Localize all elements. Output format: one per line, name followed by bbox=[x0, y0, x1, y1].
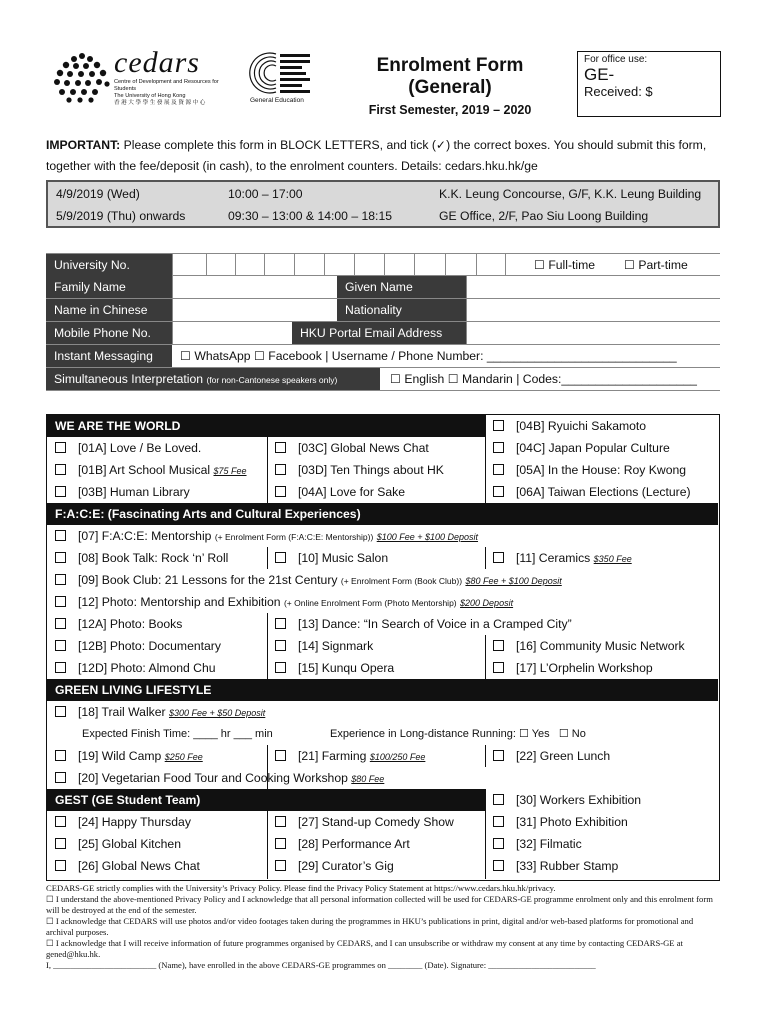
programme-label: [04B] Ryuichi Sakamoto bbox=[516, 419, 647, 433]
programme-06a[interactable] bbox=[493, 481, 691, 503]
office-ge-label: GE- bbox=[584, 65, 615, 84]
programme-label: [33] Rubber Stamp bbox=[516, 859, 619, 873]
title-line-1: Enrolment Form bbox=[376, 55, 524, 76]
programme-label: [16] Community Music Network bbox=[516, 639, 685, 653]
signature-line[interactable]: I, ________________________ (Name), have enrolled in the above CEDARS-GE programmes on ________ (Date). Signature: _________________________ bbox=[46, 960, 596, 970]
programme-label: [03C] Global News Chat bbox=[298, 441, 429, 455]
column-divider bbox=[267, 811, 268, 879]
whatsapp-label: WhatsApp bbox=[194, 349, 251, 363]
interpretation-note: (for non-Cantonese speakers only) bbox=[206, 375, 338, 385]
programme-label: [18] Trail Walker bbox=[78, 705, 166, 719]
programme-label: [27] Stand-up Comedy Show bbox=[298, 815, 454, 829]
fee-label: $80 Fee + $100 Deposit bbox=[465, 576, 562, 586]
interpretation-label bbox=[46, 368, 380, 390]
office-received-label: Received: $ bbox=[584, 84, 653, 99]
given-name-field[interactable] bbox=[466, 276, 720, 298]
fee-label: $350 Fee bbox=[593, 554, 632, 564]
programme-label: [21] Farming bbox=[298, 749, 367, 763]
fee-label: $200 Deposit bbox=[460, 598, 514, 608]
checkbox-icon[interactable] bbox=[55, 618, 66, 629]
programme-label: [03B] Human Library bbox=[78, 485, 190, 499]
part-time-option[interactable] bbox=[624, 254, 688, 276]
programme-32[interactable] bbox=[493, 833, 582, 855]
programme-03b[interactable] bbox=[55, 481, 190, 503]
programme-note: (+ Online Enrolment Form (Photo Mentorship) bbox=[283, 598, 457, 608]
row-names bbox=[46, 276, 720, 299]
university-no-digit[interactable] bbox=[414, 254, 445, 276]
cedars-wordmark: cedars bbox=[114, 46, 200, 79]
programme-18[interactable] bbox=[55, 701, 265, 724]
checkbox-icon[interactable]: ☐ bbox=[558, 728, 569, 740]
programme-12a[interactable] bbox=[55, 613, 182, 635]
programme-label: [01A] Love / Be Loved. bbox=[78, 441, 202, 455]
programme-label: [15] Kunqu Opera bbox=[298, 661, 395, 675]
checkbox-icon[interactable] bbox=[493, 860, 504, 871]
checkbox-icon[interactable]: ☐ bbox=[518, 728, 529, 740]
checkbox-icon[interactable] bbox=[275, 860, 286, 871]
schedule-row bbox=[48, 184, 718, 204]
programme-label: [32] Filmatic bbox=[516, 837, 582, 851]
section-face: F:A:C:E: (Fascinating Arts and Cultural Experiences) bbox=[47, 503, 718, 525]
checkbox-icon[interactable] bbox=[275, 750, 286, 761]
cedars-logo-subtitle bbox=[114, 79, 242, 107]
section-gest: GEST (GE Student Team) bbox=[47, 789, 485, 811]
column-divider bbox=[267, 547, 268, 569]
important-text: Please complete this form in BLOCK LETTERS, and tick (✓) the correct boxes. You should submit this form, together with the fee/deposit (in cash), to the enrolment counters. Details: cedars.hku.hk/ge bbox=[46, 138, 707, 173]
column-divider bbox=[267, 613, 268, 679]
checkbox-icon[interactable] bbox=[275, 816, 286, 827]
checkbox-icon[interactable]: ☐ bbox=[46, 894, 54, 904]
programme-label: [13] Dance: “In Search of Voice in a Cramped City” bbox=[298, 617, 572, 631]
logo-subtitle-1: Centre of Development and Resources for Students bbox=[114, 79, 219, 92]
checkbox-icon[interactable]: ☐ bbox=[253, 349, 265, 363]
chinese-name-label: Name in Chinese bbox=[46, 299, 172, 321]
email-field[interactable] bbox=[466, 322, 720, 344]
row-chinese-nationality bbox=[46, 299, 720, 322]
programme-12d[interactable] bbox=[55, 657, 216, 679]
ge-logo-text: General Education bbox=[250, 97, 304, 104]
form-title bbox=[330, 55, 570, 117]
checkbox-icon[interactable] bbox=[55, 662, 66, 673]
programme-03c[interactable] bbox=[275, 437, 429, 459]
programme-label: [26] Global News Chat bbox=[78, 859, 200, 873]
mobile-field[interactable] bbox=[172, 322, 292, 344]
checkbox-icon[interactable] bbox=[55, 838, 66, 849]
consent-text: I acknowledge that CEDARS will use photos and/or video footages taken during the programmes in HKU’s publications in print, digital and/or web-based platforms for promotional and archival purposes. bbox=[46, 916, 694, 937]
schedule-place: GE Office, 2/F, Pao Siu Loong Building bbox=[439, 209, 649, 223]
programme-05a[interactable] bbox=[493, 459, 686, 481]
column-divider bbox=[485, 635, 486, 679]
privacy-footer bbox=[46, 883, 722, 971]
checkbox-icon[interactable] bbox=[493, 794, 504, 805]
programme-12[interactable] bbox=[55, 591, 513, 614]
schedule-place: K.K. Leung Concourse, G/F, K.K. Leung Building bbox=[439, 187, 702, 201]
schedule-time: 10:00 – 17:00 bbox=[228, 187, 303, 201]
programme-label: [31] Photo Exhibition bbox=[516, 815, 628, 829]
university-no-label: University No. bbox=[46, 254, 172, 276]
programme-08[interactable] bbox=[55, 547, 228, 569]
fee-label: $75 Fee bbox=[213, 466, 247, 476]
nationality-field[interactable] bbox=[466, 299, 720, 321]
logo-subtitle-2: The University of Hong Kong bbox=[114, 93, 186, 99]
programme-07[interactable] bbox=[55, 525, 478, 548]
consent-text: I understand the above-mentioned Privacy Policy and I acknowledge that all personal information collected will be used for CEDARS-GE programme enrolment only and this enrolment form will be destroyed at the end of the semester. bbox=[46, 894, 713, 915]
programme-label: [01B] Art School Musical bbox=[78, 463, 211, 477]
info-consent bbox=[46, 938, 722, 960]
family-name-label: Family Name bbox=[46, 276, 172, 298]
programme-label: [25] Global Kitchen bbox=[78, 837, 181, 851]
programme-label: [20] Vegetarian Food Tour and Cooking Workshop bbox=[78, 771, 348, 785]
checkbox-icon[interactable]: ☐ bbox=[46, 938, 54, 948]
checkbox-icon[interactable]: ☐ bbox=[390, 372, 401, 386]
university-no-digit[interactable] bbox=[476, 254, 506, 276]
consent-text: I acknowledge that I will receive information of future programmes organised by CEDARS, and I can unsubscribe or withdraw my consent at any time by contacting CEDARS-GE at gened@hku.hk. bbox=[46, 938, 683, 959]
programme-label: [03D] Ten Things about HK bbox=[298, 463, 444, 477]
email-label: HKU Portal Email Address bbox=[292, 322, 466, 344]
programme-label: [29] Curator’s Gig bbox=[298, 859, 394, 873]
schedule-date: 5/9/2019 (Thu) onwards bbox=[56, 209, 186, 223]
column-divider bbox=[485, 745, 486, 767]
university-no-digit[interactable] bbox=[172, 254, 206, 276]
title-line-2: (General) bbox=[408, 77, 492, 98]
checkbox-icon[interactable] bbox=[275, 442, 286, 453]
row-university-no bbox=[46, 253, 720, 276]
programme-label: [30] Workers Exhibition bbox=[516, 793, 642, 807]
programme-28[interactable] bbox=[275, 833, 410, 855]
mandarin-label: Mandarin | Codes:____________________ bbox=[462, 372, 697, 386]
nationality-label: Nationality bbox=[337, 299, 466, 321]
programme-17[interactable] bbox=[493, 657, 653, 679]
programme-27[interactable] bbox=[275, 811, 454, 833]
important-notice bbox=[46, 135, 726, 177]
programme-01a[interactable] bbox=[55, 437, 201, 459]
full-time-label: Full-time bbox=[548, 258, 596, 272]
no-label: No bbox=[571, 728, 586, 740]
checkbox-icon[interactable]: ☐ bbox=[534, 258, 545, 272]
privacy-consent bbox=[46, 894, 722, 916]
fee-label: $250 Fee bbox=[164, 752, 203, 762]
programme-label: [22] Green Lunch bbox=[516, 749, 611, 763]
programme-24[interactable] bbox=[55, 811, 191, 833]
important-lead: IMPORTANT: bbox=[46, 138, 121, 152]
running-experience bbox=[330, 723, 586, 745]
programme-16[interactable] bbox=[493, 635, 685, 657]
column-divider bbox=[267, 437, 268, 503]
interpretation-text: Simultaneous Interpretation bbox=[54, 372, 204, 386]
im-options bbox=[180, 345, 677, 367]
university-no-digit[interactable] bbox=[354, 254, 384, 276]
logo-subtitle-3: 香 港 大 學 學 生 發 展 及 資 源 中 心 bbox=[114, 100, 206, 106]
section-green-living: GREEN LIVING LIFESTYLE bbox=[47, 679, 718, 701]
chinese-name-field[interactable] bbox=[172, 299, 337, 321]
office-use-box bbox=[577, 51, 721, 117]
programme-label: [17] L’Orphelin Workshop bbox=[516, 661, 653, 675]
photo-consent bbox=[46, 916, 722, 938]
office-use-label: For office use: bbox=[584, 54, 648, 65]
semester-label: First Semester, 2019 – 2020 bbox=[368, 103, 532, 117]
cedars-logo bbox=[52, 48, 242, 108]
programme-label: [12] Photo: Mentorship and Exhibition bbox=[78, 595, 281, 609]
programme-33[interactable] bbox=[493, 855, 618, 877]
programme-22[interactable] bbox=[493, 745, 610, 767]
row-contact bbox=[46, 322, 720, 345]
section-we-are-the-world: WE ARE THE WORLD bbox=[47, 415, 485, 437]
privacy-statement: CEDARS-GE strictly complies with the University’s Privacy Policy. Please find the Privacy Policy Statement at https://www.cedars.hku.hk/privacy. bbox=[46, 883, 556, 893]
programme-19[interactable] bbox=[55, 745, 203, 768]
checkbox-icon[interactable] bbox=[55, 860, 66, 871]
programme-04c[interactable] bbox=[493, 437, 670, 459]
checkbox-icon[interactable] bbox=[55, 486, 66, 497]
column-divider bbox=[485, 789, 486, 879]
programme-label: [12D] Photo: Almond Chu bbox=[78, 661, 216, 675]
family-name-field[interactable] bbox=[172, 276, 337, 298]
checkbox-icon[interactable] bbox=[55, 706, 66, 717]
checkbox-icon[interactable] bbox=[55, 464, 66, 475]
general-education-logo bbox=[246, 50, 316, 106]
language-options bbox=[390, 368, 697, 390]
column-divider bbox=[485, 547, 486, 569]
programme-table bbox=[46, 414, 720, 881]
given-name-label: Given Name bbox=[337, 276, 466, 298]
programme-label: [05A] In the House: Roy Kwong bbox=[516, 463, 687, 477]
programme-25[interactable] bbox=[55, 833, 181, 855]
checkbox-icon[interactable] bbox=[493, 464, 504, 475]
checkbox-icon[interactable] bbox=[55, 640, 66, 651]
programme-12b[interactable] bbox=[55, 635, 221, 657]
fee-label: $100 Fee + $100 Deposit bbox=[376, 532, 479, 542]
checkbox-icon[interactable] bbox=[55, 442, 66, 453]
checkbox-icon[interactable] bbox=[493, 552, 504, 563]
university-no-digit[interactable] bbox=[384, 254, 414, 276]
checkbox-icon[interactable]: ☐ bbox=[447, 372, 459, 386]
checkbox-icon[interactable] bbox=[275, 838, 286, 849]
checkbox-icon[interactable]: ☐ bbox=[624, 258, 635, 272]
full-time-option[interactable] bbox=[534, 254, 595, 276]
programme-label: [08] Book Talk: Rock ‘n’ Roll bbox=[78, 551, 229, 565]
checkbox-icon[interactable] bbox=[55, 530, 66, 541]
programme-label: [12A] Photo: Books bbox=[78, 617, 183, 631]
programme-note: (+ Enrolment Form (Book Club)) bbox=[340, 576, 463, 586]
checkbox-icon[interactable]: ☐ bbox=[46, 916, 54, 926]
programme-21[interactable] bbox=[275, 745, 425, 768]
checkbox-icon[interactable] bbox=[493, 640, 504, 651]
university-no-digit[interactable] bbox=[324, 254, 354, 276]
university-no-digit[interactable] bbox=[294, 254, 324, 276]
programme-26[interactable] bbox=[55, 855, 200, 877]
enrolment-schedule bbox=[46, 180, 720, 228]
checkbox-icon[interactable] bbox=[275, 662, 286, 673]
programme-31[interactable] bbox=[493, 811, 628, 833]
checkbox-icon[interactable] bbox=[55, 552, 66, 563]
programme-30[interactable] bbox=[493, 789, 641, 811]
programme-label: [04A] Love for Sake bbox=[298, 485, 406, 499]
programme-label: [24] Happy Thursday bbox=[78, 815, 191, 829]
column-divider bbox=[485, 415, 486, 503]
checkbox-icon[interactable] bbox=[275, 640, 286, 651]
programme-20[interactable] bbox=[55, 767, 384, 790]
university-no-digit[interactable] bbox=[235, 254, 264, 276]
english-label: English bbox=[404, 372, 445, 386]
checkbox-icon[interactable] bbox=[55, 596, 66, 607]
programme-label: [10] Music Salon bbox=[298, 551, 389, 565]
university-no-digit[interactable] bbox=[264, 254, 294, 276]
university-no-digit[interactable] bbox=[206, 254, 235, 276]
programme-label: [04C] Japan Popular Culture bbox=[516, 441, 670, 455]
programme-label: [14] Signmark bbox=[298, 639, 374, 653]
programme-label: [11] Ceramics bbox=[516, 551, 591, 565]
programme-note: (+ Enrolment Form (F:A:C:E: Mentorship)) bbox=[214, 532, 374, 542]
university-no-digit[interactable] bbox=[445, 254, 476, 276]
cedars-tree-icon bbox=[52, 50, 112, 106]
row-interpretation bbox=[46, 368, 720, 391]
facebook-label: Facebook | Username / Phone Number: ____________________________ bbox=[268, 349, 677, 363]
programme-label: [12B] Photo: Documentary bbox=[78, 639, 221, 653]
part-time-label: Part-time bbox=[638, 258, 688, 272]
fee-label: $100/250 Fee bbox=[369, 752, 426, 762]
fee-label: $80 Fee bbox=[351, 774, 385, 784]
checkbox-icon[interactable] bbox=[55, 816, 66, 827]
programme-04b[interactable] bbox=[493, 415, 646, 437]
finish-time-field[interactable]: Expected Finish Time: ____ hr ___ min bbox=[82, 728, 273, 740]
schedule-time: 09:30 – 13:00 & 14:00 – 18:15 bbox=[228, 209, 392, 223]
yes-label: Yes bbox=[531, 728, 550, 740]
fee-label: $300 Fee + $50 Deposit bbox=[168, 708, 266, 718]
checkbox-icon[interactable]: ☐ bbox=[180, 349, 191, 363]
programme-01b[interactable] bbox=[55, 459, 247, 482]
checkbox-icon[interactable] bbox=[55, 772, 66, 783]
programme-29[interactable] bbox=[275, 855, 394, 877]
checkbox-icon[interactable] bbox=[55, 750, 66, 761]
schedule-date: 4/9/2019 (Wed) bbox=[56, 187, 140, 201]
schedule-row bbox=[48, 206, 718, 226]
mobile-label: Mobile Phone No. bbox=[46, 322, 172, 344]
checkbox-icon[interactable] bbox=[275, 618, 286, 629]
programme-03d[interactable] bbox=[275, 459, 444, 481]
programme-09[interactable] bbox=[55, 569, 562, 592]
checkbox-icon[interactable] bbox=[493, 420, 504, 431]
row-instant-messaging bbox=[46, 345, 720, 368]
checkbox-icon[interactable] bbox=[275, 464, 286, 475]
checkbox-icon[interactable] bbox=[493, 662, 504, 673]
programme-label: [06A] Taiwan Elections (Lecture) bbox=[516, 485, 691, 499]
checkbox-icon[interactable] bbox=[493, 486, 504, 497]
checkbox-icon[interactable] bbox=[493, 838, 504, 849]
checkbox-icon[interactable] bbox=[493, 442, 504, 453]
checkbox-icon[interactable] bbox=[275, 552, 286, 563]
programme-13[interactable] bbox=[275, 613, 572, 635]
checkbox-icon[interactable] bbox=[55, 574, 66, 585]
programme-label: [09] Book Club: 21 Lessons for the 21st Century bbox=[78, 573, 338, 587]
experience-label: Experience in Long-distance Running: bbox=[330, 728, 516, 740]
checkbox-icon[interactable] bbox=[275, 486, 286, 497]
checkbox-icon[interactable] bbox=[493, 816, 504, 827]
im-label: Instant Messaging bbox=[46, 345, 172, 367]
ge-emblem-icon bbox=[246, 50, 316, 96]
programme-10[interactable] bbox=[275, 547, 388, 569]
programme-04a[interactable] bbox=[275, 481, 405, 503]
checkbox-icon[interactable] bbox=[493, 750, 504, 761]
programme-11[interactable] bbox=[493, 547, 632, 570]
programme-15[interactable] bbox=[275, 657, 394, 679]
programme-label: [19] Wild Camp bbox=[78, 749, 162, 763]
programme-14[interactable] bbox=[275, 635, 373, 657]
programme-label: [07] F:A:C:E: Mentorship bbox=[78, 529, 212, 543]
programme-label: [28] Performance Art bbox=[298, 837, 410, 851]
